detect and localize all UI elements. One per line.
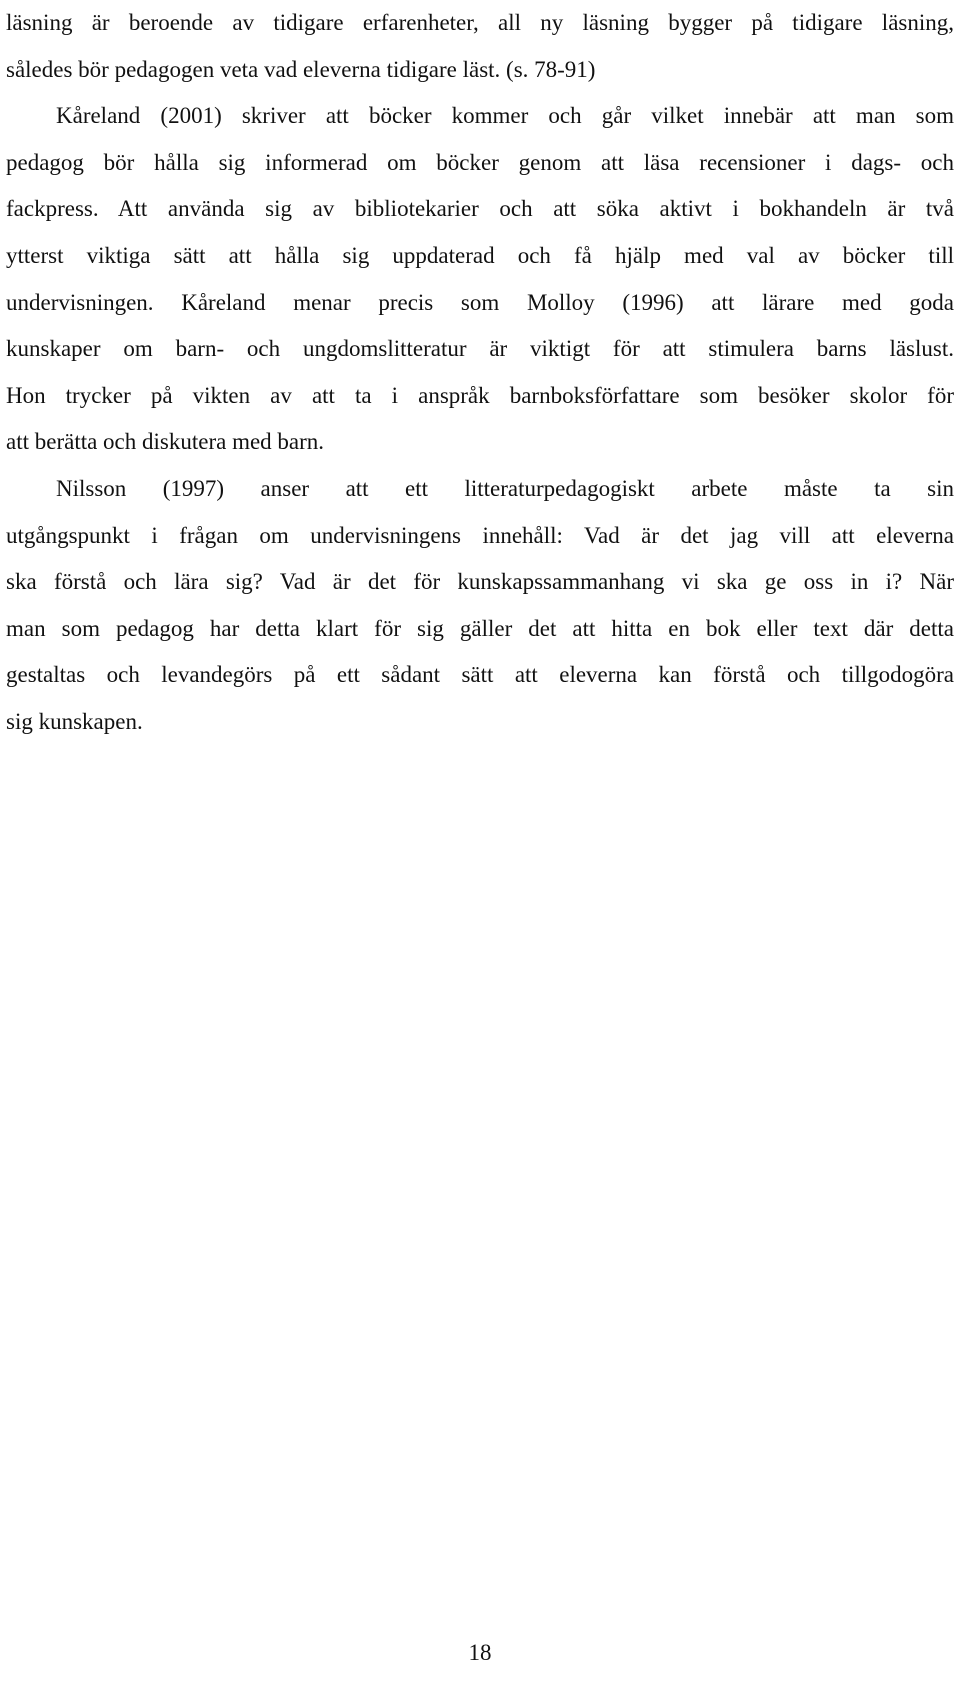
text-line: utgångspunkt i frågan om undervisningens innehåll: Vad är det jag vill att eleverna xyxy=(6,522,954,548)
text-line: undervisningen. Kåreland menar precis som Molloy (1996) att lärare med goda xyxy=(6,289,954,315)
text-line: läsning är beroende av tidigare erfarenheter, all ny läsning bygger på tidigare läsning, xyxy=(6,10,954,35)
text-line: kunskaper om barn- och ungdomslitteratur är viktigt för att stimulera barns läslust. xyxy=(6,336,954,362)
text-line: ska förstå och lära sig? Vad är det för kunskapssammanhang vi ska ge oss in i? När xyxy=(6,569,954,595)
text-line: Kåreland (2001) skriver att böcker kommer och går vilket innebär att man som xyxy=(56,103,954,129)
text-line: sig kunskapen. xyxy=(6,708,143,734)
paragraph-2 xyxy=(6,93,954,466)
body-text xyxy=(6,0,954,746)
paragraph-1 xyxy=(6,0,954,93)
text-line: pedagog bör hålla sig informerad om böcker genom att läsa recensioner i dags- och xyxy=(6,149,954,175)
paragraph-3 xyxy=(6,466,954,746)
text-line: att berätta och diskutera med barn. xyxy=(6,429,325,455)
text-line: fackpress. Att använda sig av bibliotekarier och att söka aktivt i bokhandeln är två xyxy=(6,196,954,222)
text-line: således bör pedagogen veta vad eleverna tidigare läst. (s. 78-91) xyxy=(6,56,596,82)
text-line: ytterst viktiga sätt att hålla sig uppdaterad och få hjälp med val av böcker till xyxy=(6,242,954,268)
page-number: 18 xyxy=(468,1640,492,1665)
text-line: Nilsson (1997) anser att ett litteraturpedagogiskt arbete måste ta sin xyxy=(56,475,954,501)
text-line: Hon trycker på vikten av att ta i anspråk barnboksförfattare som besöker skolor för xyxy=(6,382,954,408)
text-line: man som pedagog har detta klart för sig gäller det att hitta en bok eller text där detta xyxy=(6,615,954,641)
text-line: gestaltas och levandegörs på ett sådant sätt att eleverna kan förstå och tillgodogöra xyxy=(6,662,954,688)
